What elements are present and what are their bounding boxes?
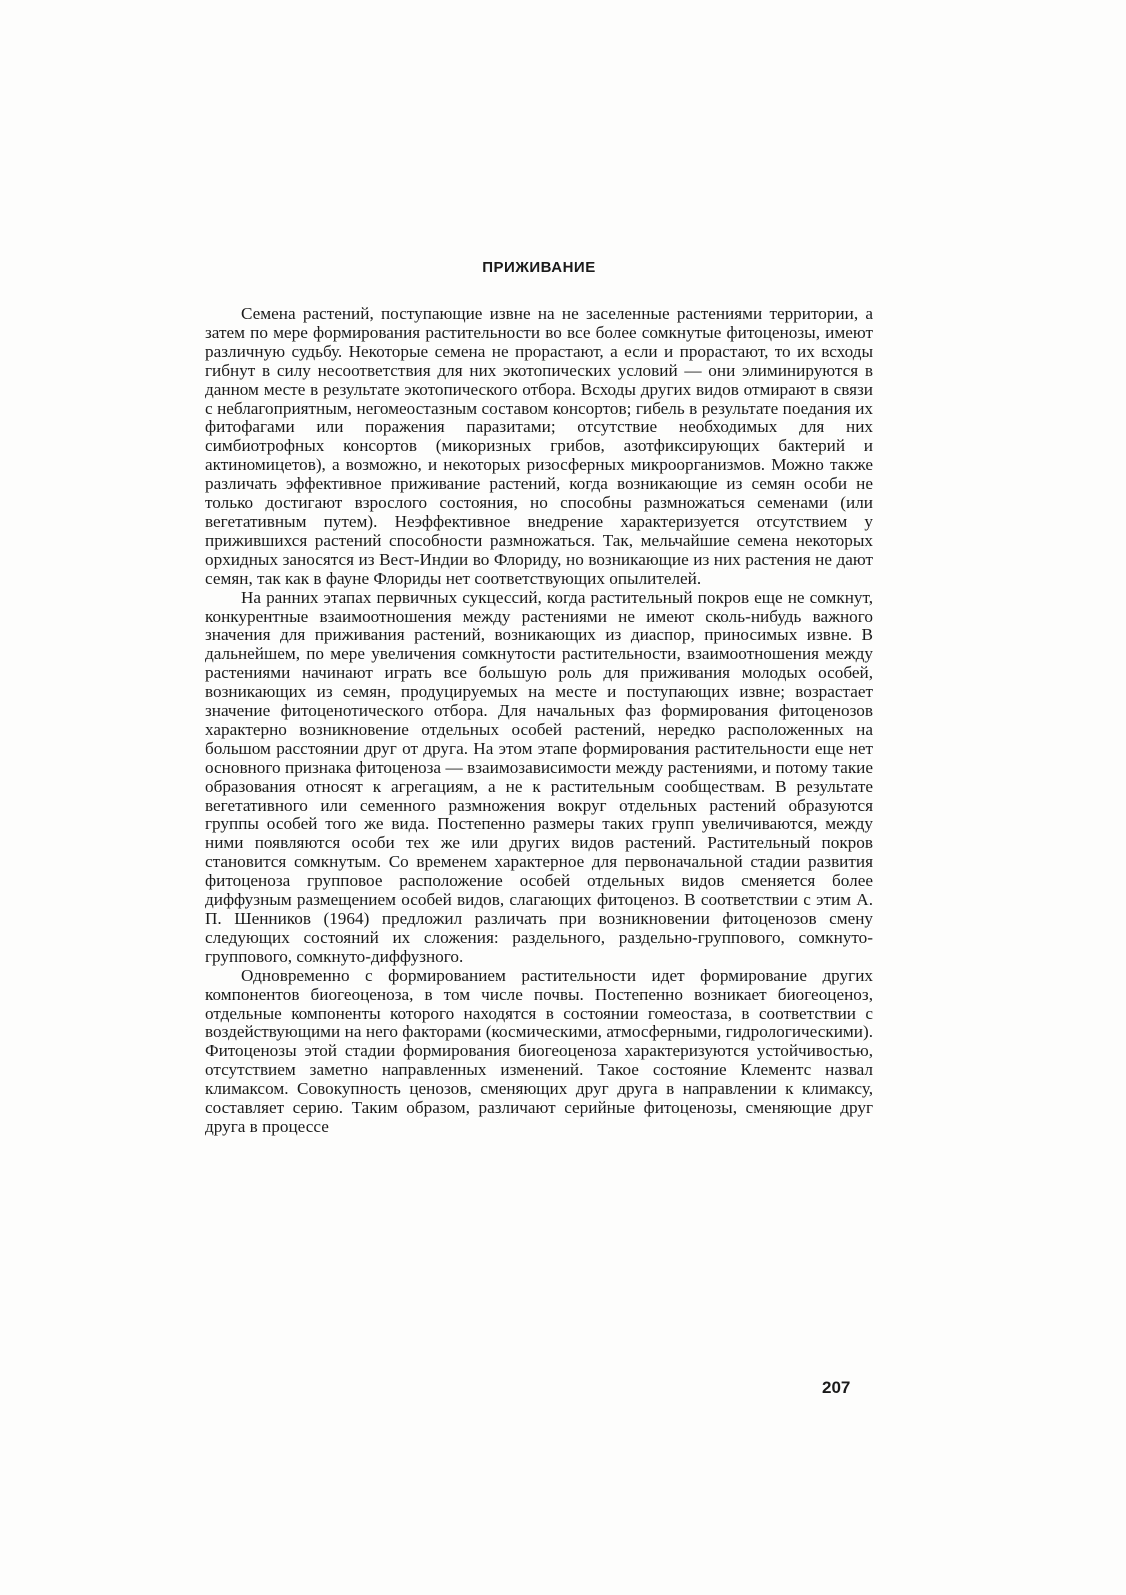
paragraph-3: Одновременно с формированием растительности идет формирование других компонентов биогеоценоза, в том числе почвы. Постепенно возникает биогеоценоз, отдельные компоненты которого находятся в состоянии гомеостаза, в соответствии с воздействующими на него факторами (космическими, атмосферными, гидрологическими). Фитоценозы этой стадии формирования биогеоценоза характеризуются устойчивостью, отсутствием заметно направленных изменений. Такое состояние Клементс назвал климаксом. Совокупность ценозов, сменяющих друг друга в направлении к климаксу, составляет серию. Таким образом, различают серийные фитоценозы, сменяющие друг друга в процессе: [205, 965, 873, 1136]
body-text: [205, 305, 873, 1137]
paragraph-1: Семена растений, поступающие извне на не заселенные растениями территории, а затем по мере формирования растительности во все более сомкнутые фитоценозы, имеют различную судьбу. Некоторые семена не прорастают, а если и прорастают, то их всходы гибнут в силу несоответствия для них экотопических условий — они элиминируются в данном месте в результате экотопического отбора. Всходы других видов отмирают в связи с неблагоприятным, негомеостазным составом консортов; гибель в результате поедания их фитофагами или поражения паразитами; отсутствие необходимых для них симбиотрофных консортов (микоризных грибов, азотфиксирующих бактерий и актиномицетов), а возможно, и некоторых ризосферных микроорганизмов. Можно также различать эффективное приживание растений, когда возникающие из семян особи не только достигают взрослого состояния, но способны размножаться семенами (или вегетативным путем). Неэффективное внедрение характеризуется отсутствием у прижившихся растений способности размножаться. Так, мельчайшие семена некоторых орхидных заносятся из Вест-Индии во Флориду, но возникающие из них растения не дают семян, так как в фауне Флориды нет соответствующих опылителей.: [205, 304, 873, 588]
paragraph-2: На ранних этапах первичных сукцессий, когда растительный покров еще не сомкнут, конкурентные взаимоотношения между растениями не имеют сколь-нибудь важного значения для приживания растений, возникающих из диаспор, приносимых извне. В дальнейшем, по мере увеличения сомкнутости растительности, взаимоотношения между растениями начинают играть все большую роль для приживания молодых особей, возникающих из семян, продуцируемых на месте и поступающих извне; возрастает значение фитоценотического отбора. Для начальных фаз формирования фитоценозов характерно возникновение отдельных особей растений, нередко расположенных на большом расстоянии друг от друга. На этом этапе формирования растительности еще нет основного признака фитоценоза — взаимозависимости между растениями, и потому такие образования относят к агрегациям, а не к растительным сообществам. В результате вегетативного или семенного размножения вокруг отдельных растений образуются группы особей того же вида. Постепенно размеры таких групп увеличиваются, между ними появляются особи тех же или других видов растений. Растительный покров становится сомкнутым. Со временем характерное для первоначальной стадии развития фитоценоза групповое расположение особей отдельных видов сменяется более диффузным размещением особей видов, слагающих фитоценоз. В соответствии с этим А. П. Шенников (1964) предложил различать при возникновении фитоценозов смену следующих состояний их сложения: раздельного, раздельно-группового, сомкнуто-группового, сомкнуто-диффузного.: [205, 587, 873, 966]
section-heading: ПРИЖИВАНИЕ: [482, 259, 596, 276]
page-number: 207: [822, 1378, 851, 1397]
